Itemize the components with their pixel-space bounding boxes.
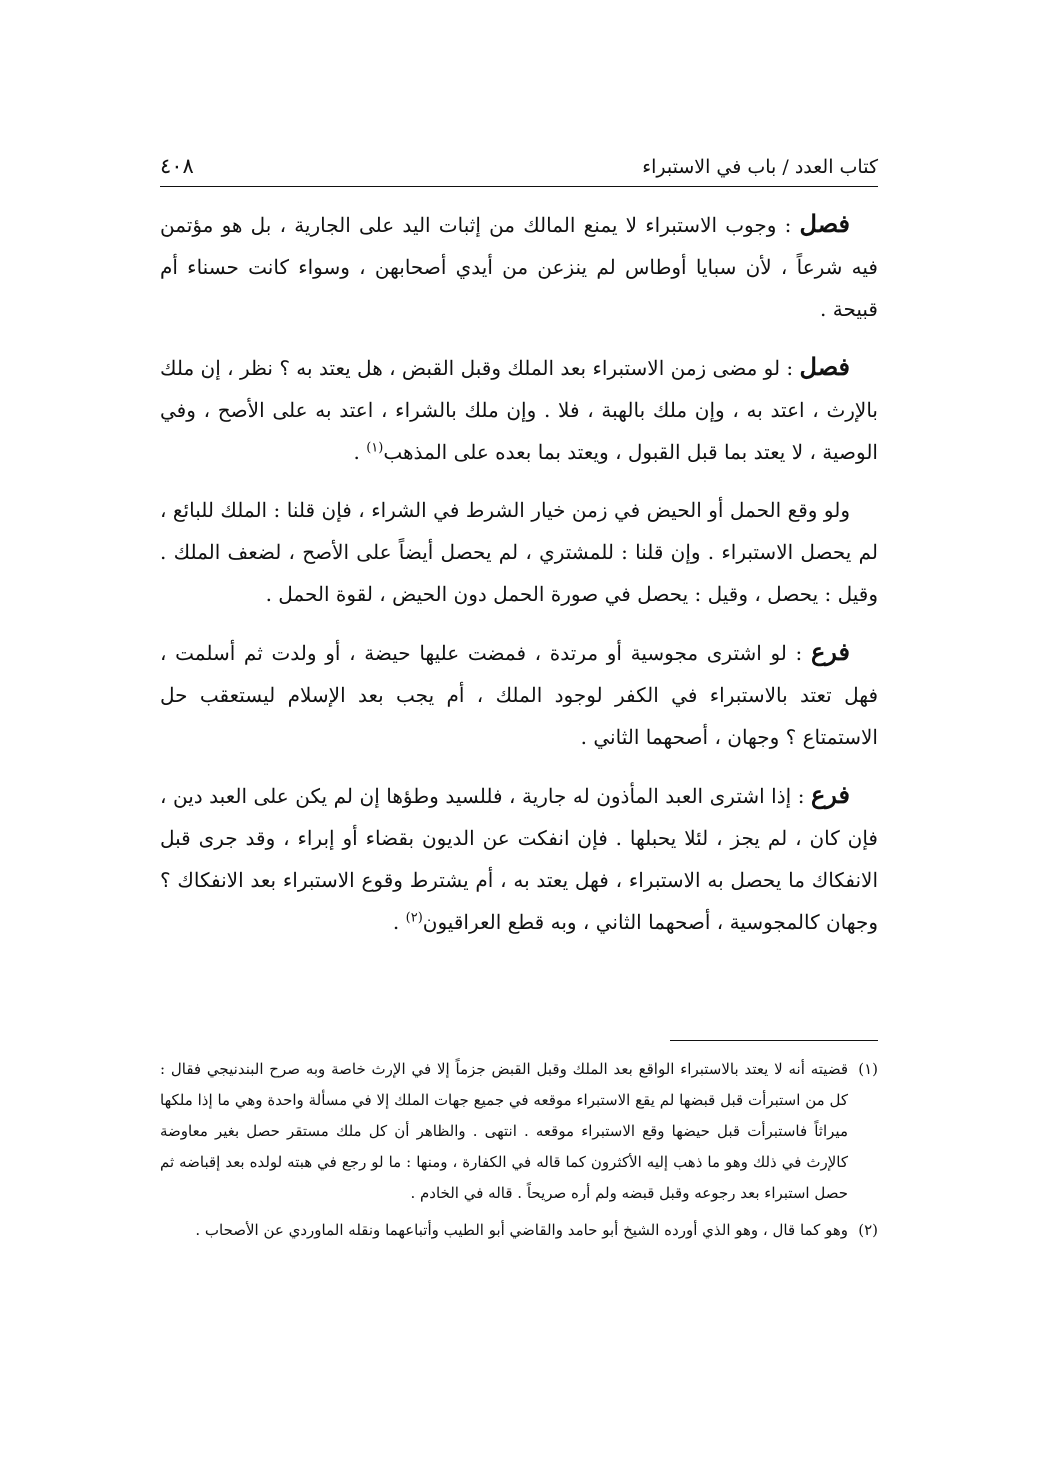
section-heading: فصل	[799, 352, 850, 381]
paragraph-text: : لو مضى زمن الاستبراء بعد الملك وقبل القبض ، هل يعتد به ؟ نظر ، إن ملك بالإرث ، اعتد به ، وإن ملك بالهبة ، فلا . وإن ملك بالشراء ، اعتد به على الأصح ، وفي الوصية ، لا يعتد بما قبل القبول ، ويعتد بما بعده على المذهب	[160, 356, 878, 464]
footnote-text: قضيته أنه لا يعتد بالاستبراء الواقع بعد الملك وقبل القبض جزماً إلا في الإرث خاصة وبه صرح البندنيجي فقال : كل من استبرأت قبل قبضها لم يقع الاستبراء موقعه في جميع جهات الملك إلا في مسألة واحدة وهي ما إذا ملكها ميراثاً فاستبرأت قبل حيضها وقع الاستبراء موقعه . انتهى . والظاهر أن كل ملك مستقر حصل بغير معاوضة كالإرث في ذلك وهو ما ذهب إليه الأكثرون كما قاله في الكفارة ، ومنها : ما لو رجع في هبته لولده بعد إقباضه ثم حصل استبراء بعد رجوعه وقبل قبضه ولم أره صريحاً . قاله في الخادم .	[160, 1060, 848, 1202]
section-heading: فرع	[810, 780, 851, 809]
paragraph-tail: .	[392, 910, 406, 934]
paragraph	[160, 631, 878, 758]
paragraph-tail: .	[353, 440, 367, 464]
footnote-divider	[670, 1040, 878, 1041]
paragraph-text: ولو وقع الحمل أو الحيض في زمن خيار الشرط في الشراء ، فإن قلنا : الملك للبائع ، لم يحصل الاستبراء . وإن قلنا : للمشتري ، لم يحصل أيضاً على الأصح ، لضعف الملك . وقيل : يحصل ، وقيل : يحصل في صورة الحمل دون الحيض ، لقوة الحمل .	[160, 498, 878, 606]
paragraph	[160, 346, 878, 473]
footnote-number: (١)	[858, 1060, 878, 1078]
footnote-number: (٢)	[858, 1221, 878, 1239]
paragraph-text: : لو اشترى مجوسية أو مرتدة ، فمضت عليها حيضة ، أو ولدت ثم أسلمت ، فهل تعتد بالاستبراء في الكفر لوجود الملك ، أم يجب بعد الإسلام ليستعقب حل الاستمتاع ؟ وجهان ، أصحهما الثاني .	[160, 641, 878, 749]
footnote-ref: (٢)	[405, 910, 423, 926]
footnote	[160, 1054, 878, 1209]
footnote-text: وهو كما قال ، وهو الذي أورده الشيخ أبو حامد والقاضي أبو الطيب وأتباعهما ونقله الماوردي عن الأصحاب .	[195, 1221, 848, 1239]
main-text	[160, 203, 878, 959]
paragraph	[160, 203, 878, 330]
footnote	[160, 1215, 878, 1246]
paragraph	[160, 774, 878, 943]
section-heading: فصل	[799, 209, 850, 238]
paragraph-text: : إذا اشترى العبد المأذون له جارية ، فللسيد وطؤها إن لم يكن على العبد دين ، فإن كان ، لم يجز ، لئلا يحبلها . فإن انفكت عن الديون بقضاء أو إبراء ، وقد جرى قبل الانفكاك ما يحصل به الاستبراء ، فهل يعتد به ، أم يشترط وقوع الاستبراء بعد الانفكاك ؟ وجهان كالمجوسية ، أصحهما الثاني ، وبه قطع العراقيون	[160, 784, 878, 934]
section-heading: فرع	[810, 637, 850, 666]
paragraph	[160, 489, 878, 615]
running-title: كتاب العدد / باب في الاستبراء	[642, 156, 878, 178]
footnote-ref: (١)	[366, 440, 384, 456]
page-number: ٤٠٨	[160, 154, 194, 178]
paragraph-text: : وجوب الاستبراء لا يمنع المالك من إثبات اليد على الجارية ، بل هو مؤتمن فيه شرعاً ، لأن سبايا أوطاس لم ينزعن من أيدي أصحابهن ، وسواء كانت حسناء أم قبيحة .	[160, 213, 878, 321]
page-header	[160, 142, 878, 187]
footnotes	[160, 1054, 878, 1252]
